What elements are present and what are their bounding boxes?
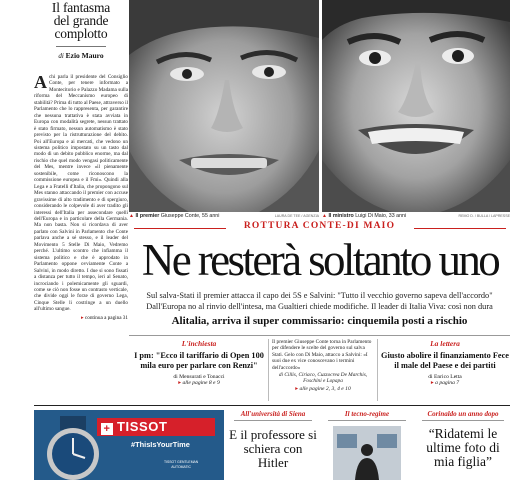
conte-caption bbox=[129, 212, 319, 220]
dimaio-photo[interactable] bbox=[322, 0, 510, 212]
continue-arrow-icon: ▸ bbox=[178, 380, 182, 387]
story-label: L'inchiesta bbox=[181, 339, 217, 348]
editorial-byline bbox=[34, 51, 128, 60]
ad-model-name bbox=[164, 460, 198, 469]
story-headline: Giusto abolire il finanziamento Fece il male del Paese e dei partiti bbox=[381, 351, 509, 370]
box-label: Il tecno-regime bbox=[344, 410, 390, 418]
editorial-continues[interactable] bbox=[34, 315, 128, 321]
story-page-ref bbox=[133, 380, 265, 386]
bottom-band-rule bbox=[34, 405, 510, 406]
caption-text: Luigi Di Maio, 33 anni bbox=[355, 213, 407, 219]
continues-label: continua a pagina 31 bbox=[84, 314, 128, 321]
caption-marker-icon: ▲ bbox=[322, 213, 327, 219]
story-conte-summary[interactable] bbox=[272, 339, 374, 403]
editorial-text: chi parla il presidente del Consiglio Conte, per tenere informato a Montecitorio e Palazzo Madama sulla riforma del Meccanismo europeo di stabilità? Prima di tutto al Paese, attraverso il Parlamento che lo rappresenta, per garantire che nessuna trattativa è stata avviata in Europa con modalità segrete, nessun trattato è stato firmato, nessun automatismo è stato previsto per la ristrutturazione del debito. Poi all'Europa e ai mercati, che vedono un sistema politico impostato su un tasto dal modo di un debito pubblico enorme, ma dal rischio che quel modo vengasi politicamente del Mes, mentre invece «il pienamente sostenibile, come riconoscono la commissione europea e il Fmi». Quindi alla Lega e a Fratelli d'Italia, che propongono sul Mes stanno attaccando il premier con accuse gravissime di alto tradimento e di spergiuro, considerando le colpevole di aver tradito gli interessi dell'Italia per assecondare quelli dell'Europa e in particolare della Germania. Ma non basta. Non si ricordava di aver parlato con Salvini in Parlamento che Conte parlava anche a sé stesso, e il leader del Movimento 5 Stelle Di Maio, Vedremo perché. L'ultimo scontro che infiamma il sistema politico e che è approdato in Parlamento oppone ovviamente Conte a Salvini, in modo diretto. I due si sono fissati a distanza per tutto il tempo, ieri al Senato, incrociando i polemicamente gli sguardi, come se ciò non fosse un contrasto verticale, che divide oggi le forze di governo Lega, Cinque Stelle li costringe a un duello all'ultimo sangue. bbox=[34, 74, 128, 313]
story-label: La lettera bbox=[430, 339, 460, 348]
dimaio-caption bbox=[322, 212, 510, 220]
page-ref-text: alle pagine 8 e 9 bbox=[182, 380, 220, 387]
story-page-ref bbox=[272, 386, 374, 392]
editorial-body bbox=[34, 74, 128, 313]
box-corinaldo[interactable] bbox=[416, 410, 510, 480]
story-inchiesta[interactable] bbox=[133, 339, 265, 403]
box-label-rule bbox=[422, 420, 504, 421]
dimaio-face-illustration bbox=[322, 0, 510, 212]
lead-headline[interactable]: Ne resterà soltanto uno bbox=[141, 235, 499, 285]
page-ref-text: a pagina 7 bbox=[435, 380, 460, 387]
drop-cap: A bbox=[34, 72, 47, 92]
box-headline: E il professore si schiera con Hitler bbox=[229, 427, 317, 470]
caption-prefix: Il premier bbox=[135, 213, 160, 219]
editorial-title-line: Il fantasma bbox=[51, 0, 111, 15]
caption-marker-icon: ▲ bbox=[129, 213, 134, 219]
photo-credit: REMO D. / BULLA / LAPRESSE bbox=[458, 214, 510, 218]
continue-arrow-icon: ▸ bbox=[81, 314, 84, 321]
model-line: TISSOT GENTLEMAN bbox=[164, 460, 199, 464]
story-summary-text: Il premier Giuseppe Conte torna in Parlamento per difendere le scelte del governo sul salva Stati. Gelo con Di Maio, attacco a Salvini: «I suoi due ex vice conoscevano i termini dell'accordo» bbox=[272, 339, 372, 371]
box-label-rule bbox=[328, 420, 406, 421]
caption-prefix: Il ministro bbox=[328, 213, 354, 219]
editorial-divider bbox=[56, 46, 106, 47]
story-page-ref bbox=[380, 380, 510, 386]
section-divider bbox=[129, 335, 510, 336]
tissot-advertisement[interactable] bbox=[34, 410, 224, 480]
story-lettera[interactable] bbox=[380, 339, 510, 403]
column-divider bbox=[268, 339, 269, 401]
tecno-photo bbox=[333, 426, 401, 480]
editorial-title-line: complotto bbox=[54, 26, 108, 41]
byline-prefix: di bbox=[58, 52, 64, 60]
story-byline: di Cillis, Ciriaco, Cuzzocrea De Marchis, Foschini e Lopapa bbox=[278, 372, 368, 385]
column-divider bbox=[377, 339, 378, 401]
conte-face-illustration bbox=[129, 0, 319, 212]
lead-subhead[interactable]: Alitalia, arriva il super commissario: cinquemila posti a rischio bbox=[171, 315, 468, 327]
box-label: All'università di Siena bbox=[240, 410, 306, 418]
model-line: AUTOMATIC bbox=[171, 464, 191, 469]
story-headline: I pm: "Ecco il tariffario di Open 100 mila euro per parlare con Renzi" bbox=[134, 351, 264, 370]
editorial-author: Ezio Mauro bbox=[65, 51, 104, 60]
page-ref-text: alle pagine 2, 3, 4 e 10 bbox=[299, 385, 351, 392]
box-headline: “Ridatemi le ultime foto di mia figlia” bbox=[426, 426, 500, 469]
deck-line: Sul salva-Stati il premier attacca il capo dei 5S e Salvini: "Tutto il vecchio governo sapeva dell'accordo" bbox=[146, 291, 493, 300]
ad-hashtag: #ThisIsYourTime bbox=[131, 440, 190, 449]
tissot-logo bbox=[97, 418, 215, 436]
caption-text: Giuseppe Conte, 55 anni bbox=[160, 213, 220, 219]
editorial-title[interactable] bbox=[34, 1, 128, 40]
byline-text: di Enrico Letta bbox=[428, 374, 462, 381]
editorial-column bbox=[34, 0, 128, 402]
byline-text: di Mensurati e Tonacci bbox=[173, 374, 225, 381]
continue-arrow-icon: ▸ bbox=[430, 380, 434, 387]
lead-kicker: ROTTURA CONTE-DI MAIO bbox=[243, 221, 396, 231]
photo-credit: LAURA DE TEE / AGENZIA bbox=[274, 214, 319, 218]
swiss-cross-icon: + bbox=[101, 423, 113, 435]
conte-photo[interactable] bbox=[129, 0, 319, 212]
box-label-rule bbox=[234, 420, 312, 421]
continue-arrow-icon: ▸ bbox=[295, 385, 299, 392]
lead-deck bbox=[129, 290, 510, 312]
box-tecno-regime[interactable] bbox=[322, 410, 412, 480]
box-siena[interactable] bbox=[228, 410, 318, 480]
person-screens-illustration bbox=[333, 426, 401, 480]
box-label: Corinaldo un anno dopo bbox=[427, 410, 499, 418]
brand-name: TISSOT bbox=[117, 419, 168, 434]
deck-line: Dall'Europa no al rinvio dell'intesa, ma Gualtieri chiede modifiche. Il leader di Italia Viva: così non dura bbox=[146, 302, 493, 311]
editorial-title-line: del grande bbox=[53, 13, 109, 28]
